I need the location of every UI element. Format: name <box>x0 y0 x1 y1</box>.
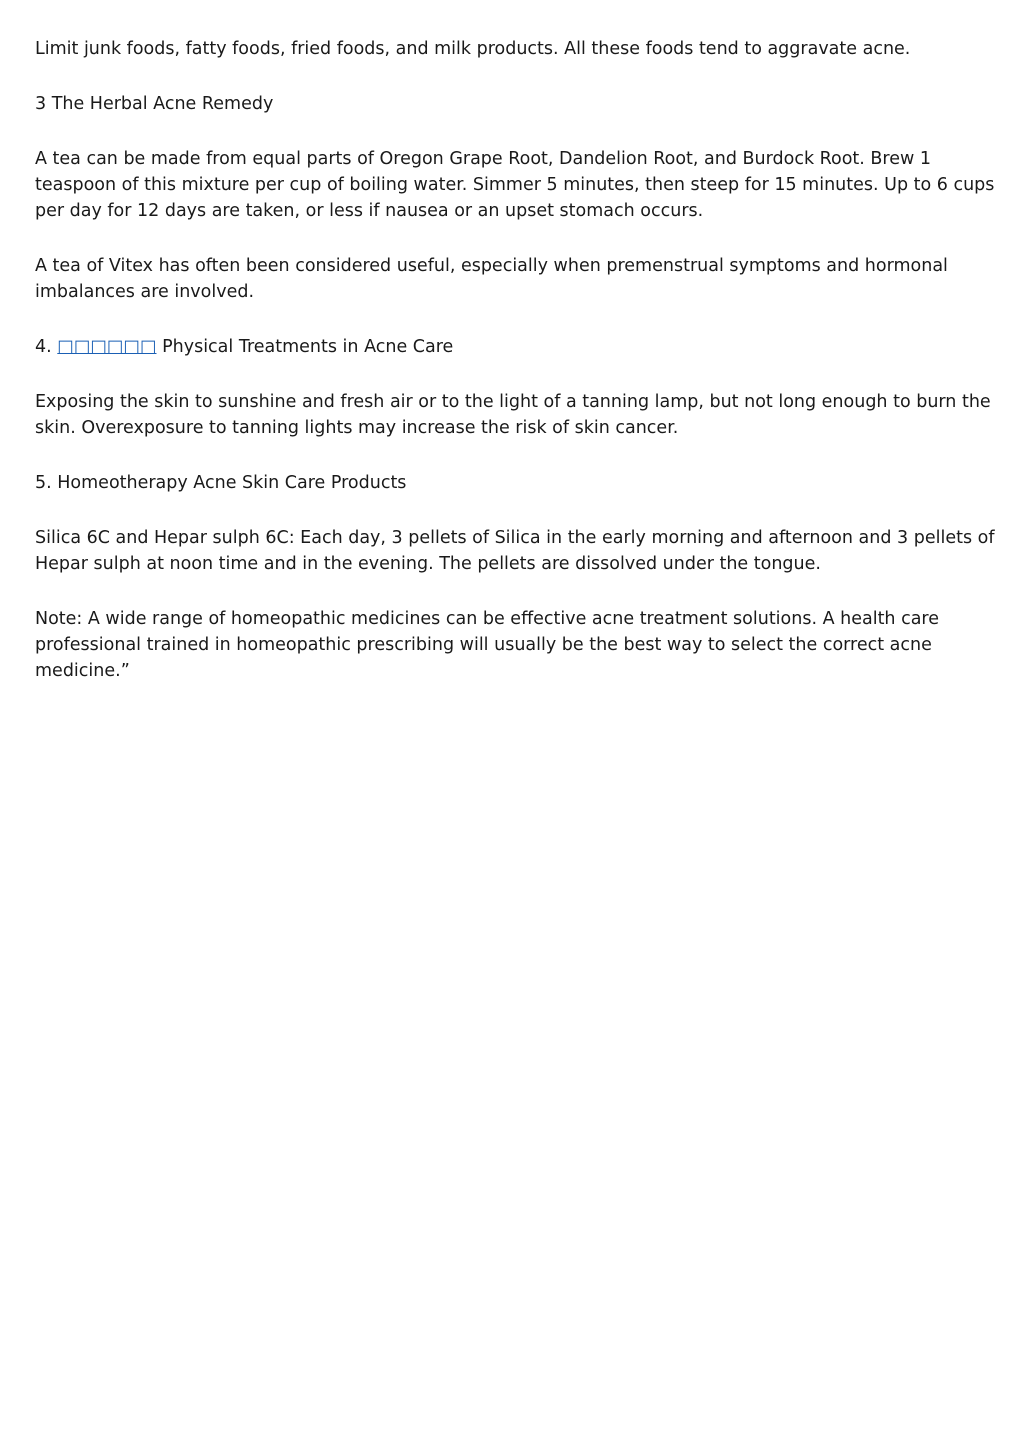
section-heading-text: Physical Treatments in Acne Care <box>162 337 454 357</box>
paragraph-diet-advice: Limit junk foods, fatty foods, fried foods, and milk products. All these foods tend to aggravate acne. <box>35 39 911 59</box>
paragraph-sun-exposure: Exposing the skin to sunshine and fresh air or to the light of a tanning lamp, but not long enough to burn the skin. Overexposure to tanning lights may increase the risk of skin cancer. <box>35 392 991 438</box>
section-heading-physical-treatments <box>35 334 995 360</box>
section-heading-herbal-remedy: 3 The Herbal Acne Remedy <box>35 94 274 114</box>
section-heading-homeotherapy: 5. Homeotherapy Acne Skin Care Products <box>35 473 407 493</box>
inline-link[interactable]: □□□□□□ <box>57 337 157 357</box>
paragraph-herbal-tea: A tea can be made from equal parts of Oregon Grape Root, Dandelion Root, and Burdock Root. Brew 1 teaspoon of this mixture per cup of boiling water. Simmer 5 minutes, then steep for 15 minutes. Up to 6 cups per day for 12 days are taken, or less if nausea or an upset stomach occurs. <box>35 149 995 221</box>
paragraph-vitex-tea: A tea of Vitex has often been considered useful, especially when premenstrual symptoms and hormonal imbalances are involved. <box>35 256 948 302</box>
paragraph-note: Note: A wide range of homeopathic medicines can be effective acne treatment solutions. A health care professional trained in homeopathic prescribing will usually be the best way to select the correct acne medicine.” <box>35 609 940 681</box>
paragraph-silica-hepar: Silica 6C and Hepar sulph 6C: Each day, 3 pellets of Silica in the early morning and afternoon and 3 pellets of Hepar sulph at noon time and in the evening. The pellets are dissolved under the tongue. <box>35 528 995 574</box>
document-body <box>35 36 995 713</box>
section-number: 4. <box>35 337 52 357</box>
